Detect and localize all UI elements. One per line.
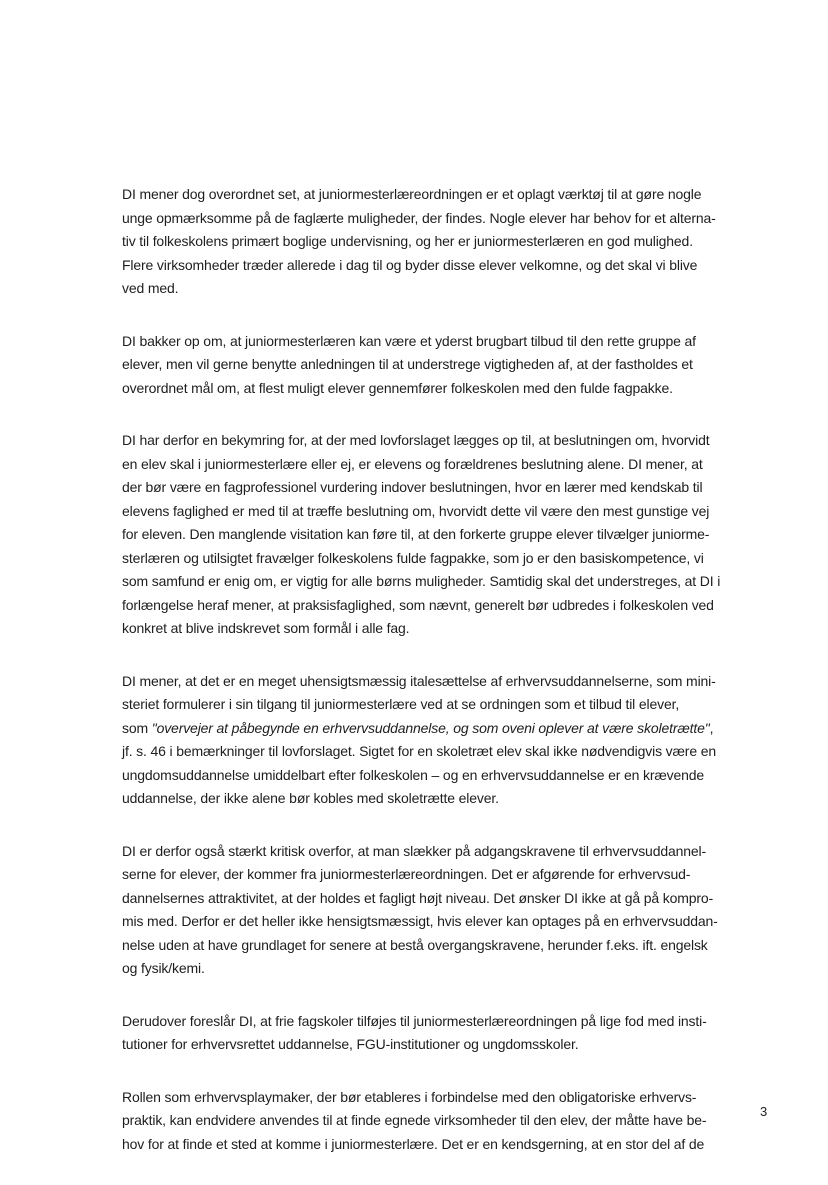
text-line: forlængelse heraf mener, at praksisfaglighed, som nævnt, generelt bør udbredes i folkeskolen ved: [122, 596, 714, 613]
paragraph-1: [122, 183, 762, 301]
text-line: som samfund er enig om, er vigtig for alle børns muligheder. Samtidig skal det understreges, at DI i: [122, 573, 721, 589]
text-line: serne for elever, der kommer fra juniormesterlæreordningen. Det er afgørende for erhvervsud-: [122, 866, 691, 882]
text-line: DI bakker op om, at juniormesterlæren kan være et yderst brugbart tilbud til den rette gruppe af: [122, 332, 696, 349]
text-line: tutioner for erhvervsrettet uddannelse, FGU-institutioner og ungdomsskoler.: [122, 1036, 579, 1052]
text-line: Flere virksomheder træder allerede i dag til og byder disse elever velkomne, og det skal vi blive: [122, 256, 698, 273]
paragraph-4: [122, 670, 762, 811]
text-line: og fysik/kemi.: [122, 960, 205, 976]
text-line: mis med. Derfor er det heller ikke hensigtsmæssigt, hvis elever kan optages på en erhvervsuddan-: [122, 913, 718, 929]
paragraph-2: [122, 330, 762, 401]
body-text: [122, 183, 762, 1185]
text-line: DI har derfor en bekymring for, at der med lovforslaget lægges op til, at beslutningen om, hvorvidt: [122, 432, 710, 448]
text-line: DI mener, at det er en meget uhensigtsmæssig italesættelse af erhvervsuddannelserne, som mini-: [122, 672, 716, 689]
text-line: praktik, kan endvidere anvendes til at finde egnede virksomheder til den elev, der måtte have be-: [122, 1112, 707, 1128]
text-line: unge opmærksomme på de faglærte muligheder, der findes. Nogle elever har behov for et alterna-: [122, 209, 716, 226]
text-line: tiv til folkeskolens primært boglige undervisning, og her er juniormesterlæren en god mulighed.: [122, 233, 693, 249]
text-line: Derudover foreslår DI, at frie fagskoler tilføjes til juniormesterlæreordningen på lige fod med insti-: [122, 1012, 707, 1029]
text-line: konkret at blive indskrevet som formål i alle fag.: [122, 620, 410, 636]
text-line: sterlæren og utilsigtet fravælger folkeskolens fulde fagpakke, som jo er den basiskompetence, vi: [122, 549, 704, 566]
page-number: 3: [760, 1104, 768, 1119]
text-line: nelse uden at have grundlaget for senere at bestå overgangskravene, herunder f.eks. ift. engelsk: [122, 936, 708, 953]
quote-line: [122, 717, 762, 741]
text-line: ved med.: [122, 280, 179, 296]
text-line: elevens faglighed er med til at træffe beslutning om, hvorvidt dette vil være den mest gunstige vej: [122, 502, 710, 519]
text-line: DI er derfor også stærkt kritisk overfor, at man slækker på adgangskravene til erhvervsuddannel-: [122, 842, 706, 859]
text-line: elever, men vil gerne benytte anledningen til at understrege vigtigheden af, at der fastholdes et: [122, 356, 693, 372]
text-line: jf. s. 46 i bemærkninger til lovforslaget. Sigtet for en skoletræt elev skal ikke nødvendigvis være en: [122, 743, 716, 759]
paragraph-7: [122, 1086, 762, 1157]
text-line: uddannelse, der ikke alene bør kobles med skoletrætte elever.: [122, 790, 499, 806]
quote-prefix: som: [122, 719, 152, 736]
text-line: Rollen som erhvervsplaymaker, der bør etableres i forbindelse med den obligatoriske erhvervs-: [122, 1088, 697, 1105]
paragraph-5: [122, 840, 762, 981]
text-line: steriet formulerer i sin tilgang til juniormesterlære ved at se ordningen som et tilbud til elever,: [122, 696, 680, 712]
quote-suffix: ,: [709, 719, 714, 736]
text-line: der bør være en fagprofessionel vurdering indover beslutningen, hvor en lærer med kendskab til: [122, 479, 703, 495]
text-line: DI mener dog overordnet set, at juniormesterlæreordningen er et oplagt værktøj til at gøre nogle: [122, 186, 702, 202]
text-line: hov for at finde et sted at komme i juniormesterlære. Det er en kendsgerning, at en stor del af de: [122, 1135, 705, 1152]
paragraph-6: [122, 1010, 762, 1057]
text-line: en elev skal i juniormesterlære eller ej, er elevens og forældrenes beslutning alene. DI mener, at: [122, 455, 703, 472]
text-line: ungdomsuddannelse umiddelbart efter folkeskolen – og en erhvervsuddannelse er en krævende: [122, 766, 705, 783]
text-line: for eleven. Den manglende visitation kan føre til, at den forkerte gruppe elever tilvælger juniorme-: [122, 526, 710, 542]
paragraph-3: [122, 429, 762, 641]
text-line: overordnet mål om, at flest muligt elever gennemfører folkeskolen med den fulde fagpakke.: [122, 379, 673, 396]
text-line: dannelsernes attraktivitet, at der holdes et fagligt højt niveau. Det ønsker DI ikke at gå på kompro-: [122, 889, 714, 906]
ministry-quote: "overvejer at påbegynde en erhvervsuddannelse, og som oveni oplever at være skoletrætte": [151, 719, 710, 736]
